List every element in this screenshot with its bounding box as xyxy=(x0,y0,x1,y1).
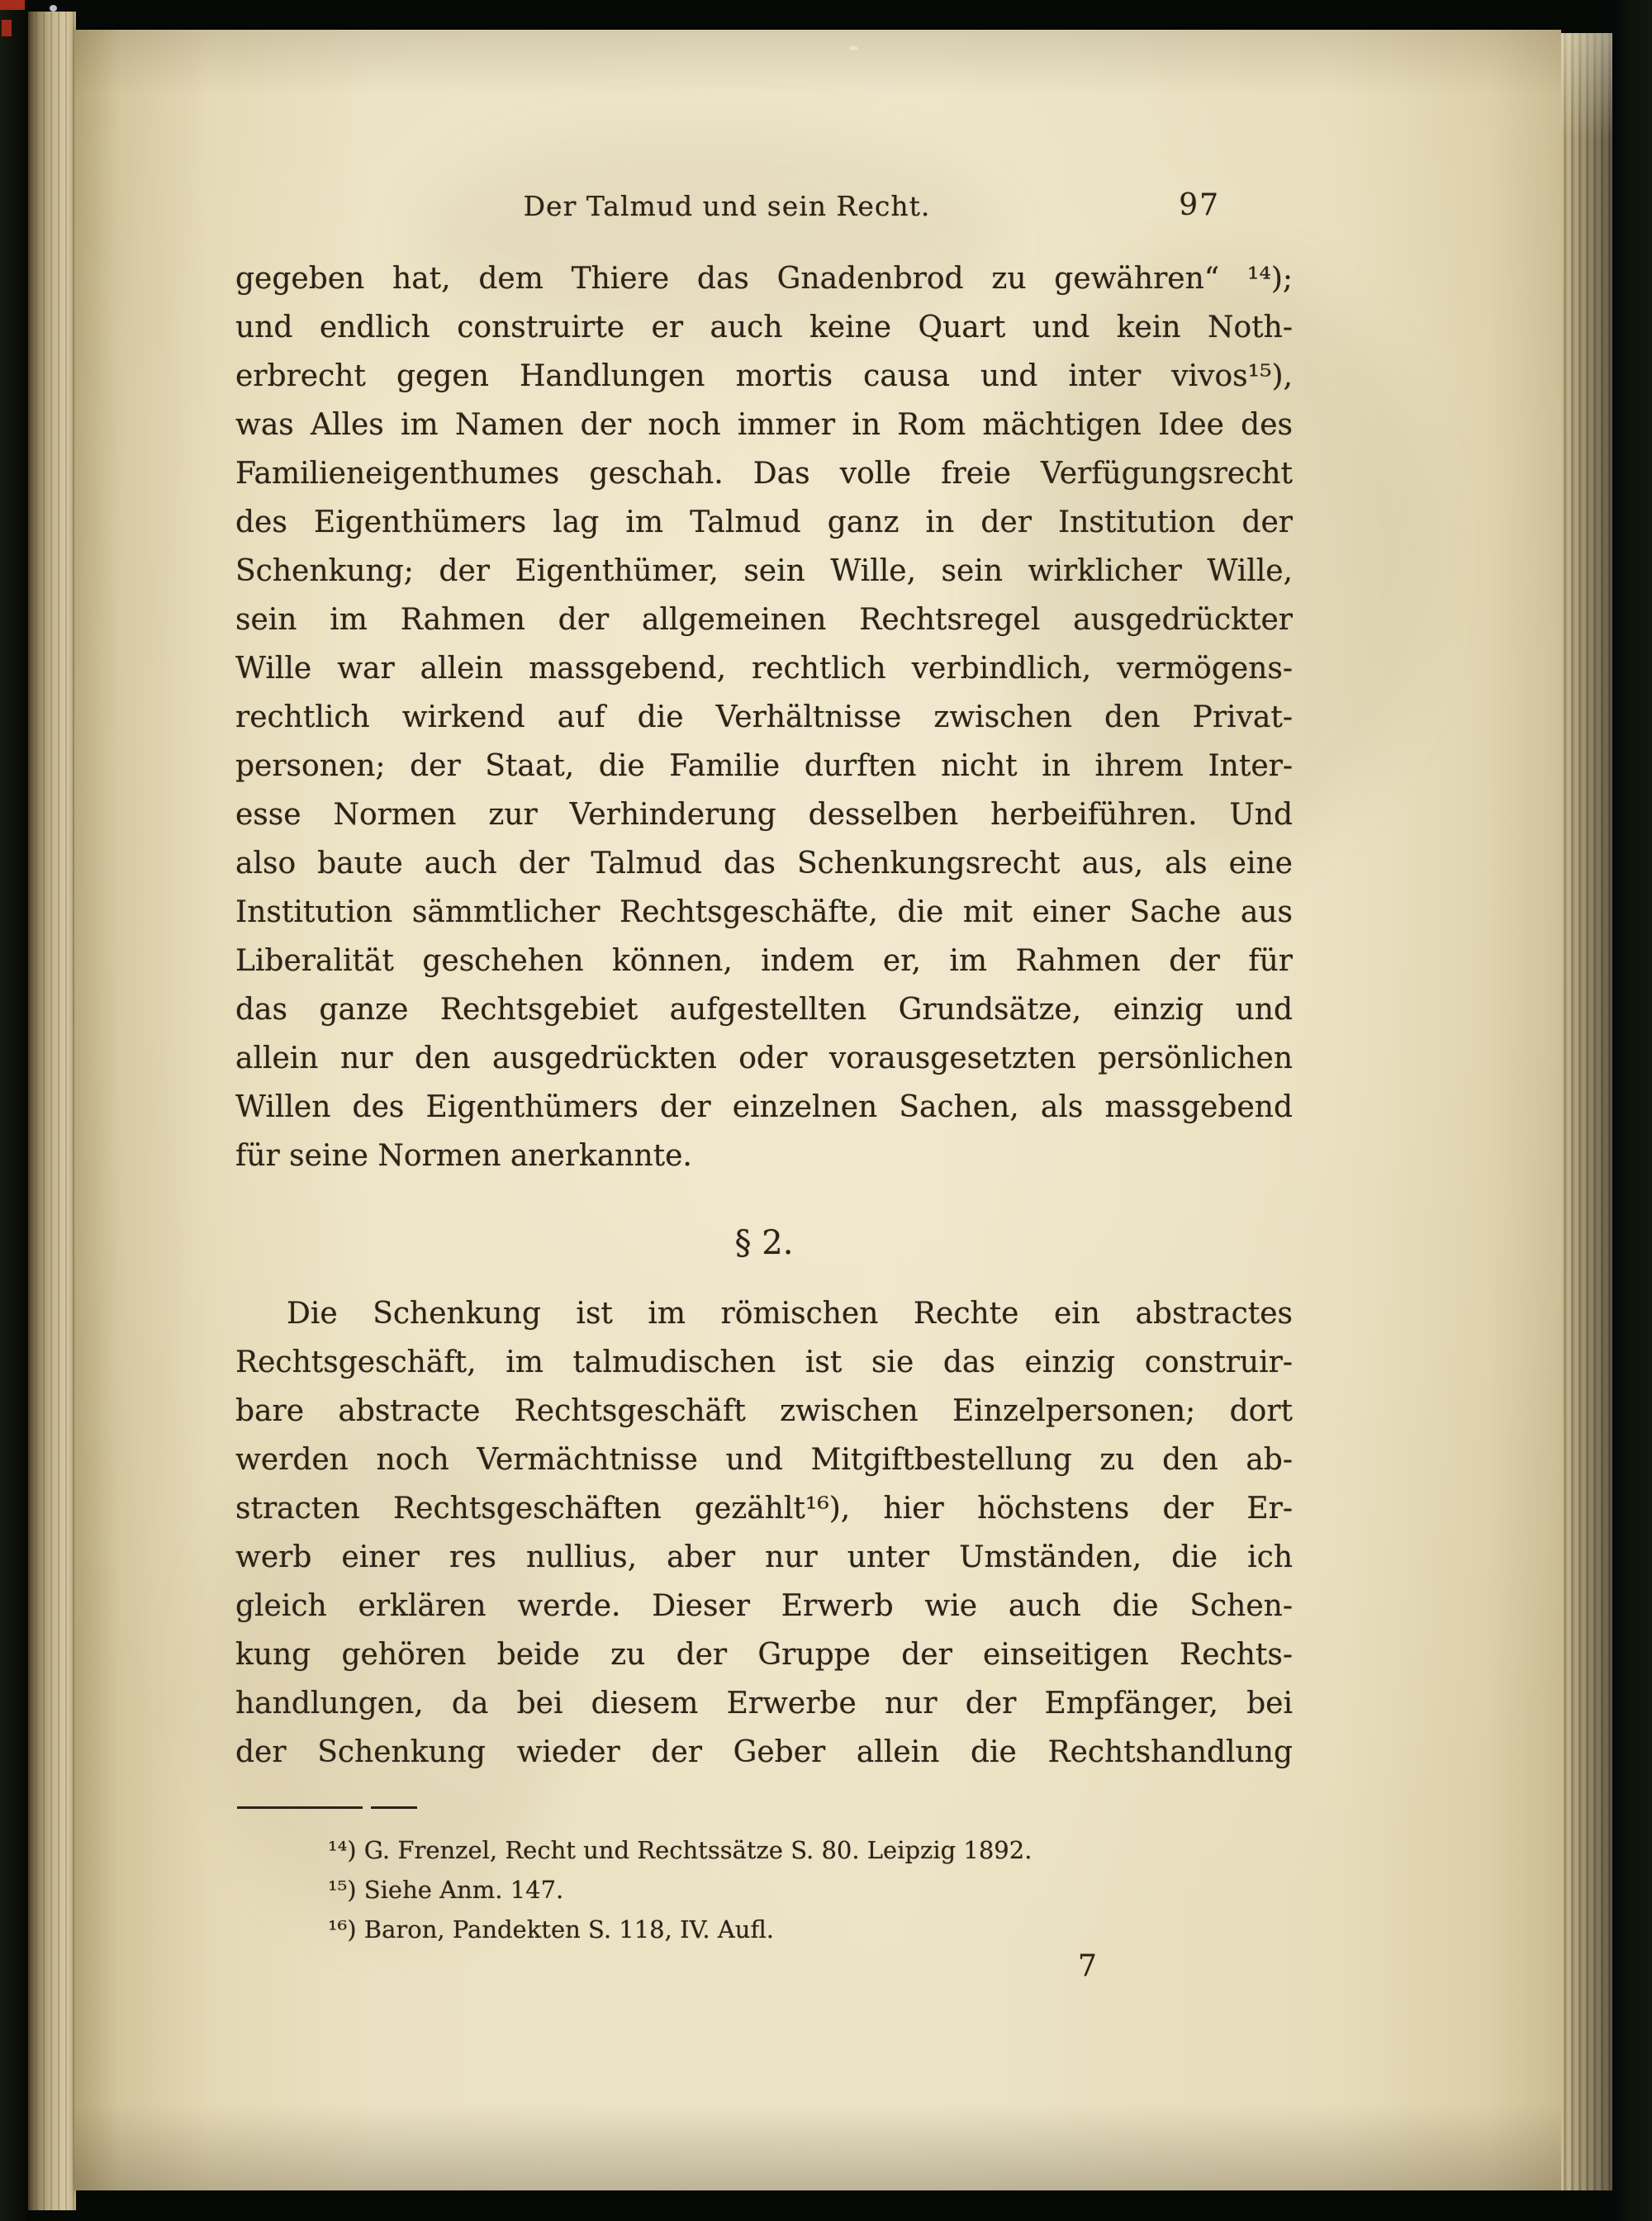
text-line: gegeben hat, dem Thiere das Gnadenbrod zu gewähren“ ¹⁴); xyxy=(235,262,1293,296)
page-number: 97 xyxy=(1179,188,1220,222)
text-line: sein im Rahmen der allgemeinen Rechtsregel ausgedrückter xyxy=(235,603,1293,637)
text-line: für seine Normen anerkannte. xyxy=(235,1139,692,1173)
footnote-rule xyxy=(237,1806,417,1809)
text-line: erbrecht gegen Handlungen mortis causa und inter vivos¹⁵), xyxy=(235,359,1293,393)
running-title: Der Talmud und sein Recht. xyxy=(523,190,931,222)
text-line: ¹⁵) Siehe Anm. 147. xyxy=(328,1876,564,1904)
footnotes xyxy=(235,1830,1293,1949)
text-line: Wille war allein massgebend, rechtlich verbindlich, vermögens- xyxy=(235,652,1293,686)
page-edge-stack-right xyxy=(1561,33,1612,2190)
body-paragraph-1 xyxy=(235,254,1293,1180)
text-line: Institution sämmtlicher Rechtsgeschäfte, die mit einer Sache aus xyxy=(235,895,1293,929)
text-line: des Eigenthümers lag im Talmud ganz in der Institution der xyxy=(235,505,1293,539)
text-line: Liberalität geschehen können, indem er, im Rahmen der für xyxy=(235,944,1293,978)
red-corner-mark xyxy=(2,20,12,36)
text-line: werden noch Vermächtnisse und Mitgiftbestellung zu den ab- xyxy=(235,1443,1293,1477)
text-line: Willen des Eigenthümers der einzelnen Sachen, als massgebend xyxy=(235,1090,1293,1124)
text-line: kung gehören beide zu der Gruppe der einseitigen Rechts- xyxy=(235,1638,1293,1672)
text-line: gleich erklären werde. Dieser Erwerb wie auch die Schen- xyxy=(235,1589,1293,1623)
text-column xyxy=(235,190,1293,1949)
text-line: der Schenkung wieder der Geber allein die Rechtshandlung xyxy=(235,1735,1293,1769)
book-cover-right xyxy=(1612,0,1652,2221)
text-line: das ganze Rechtsgebiet aufgestellten Grundsätze, einzig und xyxy=(235,993,1293,1027)
text-line: handlungen, da bei diesem Erwerbe nur der Empfänger, bei xyxy=(235,1687,1293,1720)
text-line: personen; der Staat, die Familie durften nicht in ihrem Inter- xyxy=(235,749,1293,783)
text-line: esse Normen zur Verhinderung desselben herbeiführen. Und xyxy=(235,798,1293,832)
text-line: ¹⁶) Baron, Pandekten S. 118, IV. Aufl. xyxy=(328,1915,775,1943)
text-line: was Alles im Namen der noch immer in Rom mächtigen Idee des xyxy=(235,408,1293,442)
text-line: und endlich construirte er auch keine Quart und kein Noth- xyxy=(235,311,1293,344)
signature-mark: 7 xyxy=(1078,1949,1097,1983)
book-cover-left xyxy=(0,0,30,2221)
section-heading: § 2. xyxy=(734,1224,794,1262)
page-header xyxy=(235,190,1293,226)
dust-speck xyxy=(849,46,858,50)
text-line: allein nur den ausgedrückten oder vorausgesetzten persönlichen xyxy=(235,1042,1293,1075)
text-line: Die Schenkung ist im römischen Rechte ein abstractes xyxy=(287,1297,1293,1331)
red-corner-mark xyxy=(0,0,25,10)
text-line: werb einer res nullius, aber nur unter Umständen, die ich xyxy=(235,1540,1293,1574)
text-line: also baute auch der Talmud das Schenkungsrecht aus, als eine xyxy=(235,847,1293,880)
text-line: Schenkung; der Eigenthümer, sein Wille, sein wirklicher Wille, xyxy=(235,554,1293,588)
text-line: Familieneigenthumes geschah. Das volle freie Verfügungsrecht xyxy=(235,457,1293,491)
text-line: Rechtsgeschäft, im talmudischen ist sie das einzig construir- xyxy=(235,1345,1293,1379)
book-page xyxy=(74,30,1561,2190)
text-line: stracten Rechtsgeschäften gezählt¹⁶), hier höchstens der Er- xyxy=(235,1492,1293,1526)
dust-speck xyxy=(50,5,57,12)
page-edge-stack-left xyxy=(28,12,76,2210)
text-line: rechtlich wirkend auf die Verhältnisse zwischen den Privat- xyxy=(235,700,1293,734)
body-paragraph-2 xyxy=(235,1289,1293,1777)
text-line: bare abstracte Rechtsgeschäft zwischen Einzelpersonen; dort xyxy=(235,1394,1293,1428)
text-line: ¹⁴) G. Frenzel, Recht und Rechtssätze S. 80. Leipzig 1892. xyxy=(328,1836,1032,1864)
